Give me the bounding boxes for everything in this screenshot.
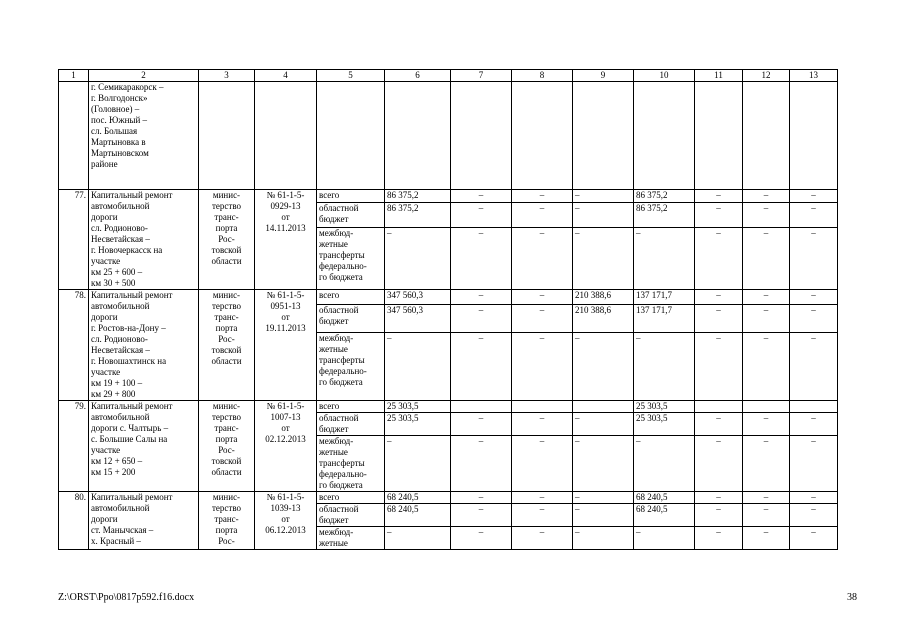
- table-row: [59, 492, 838, 504]
- cell-value: –: [451, 203, 512, 228]
- cell-value: –: [790, 332, 838, 400]
- cell-value: 68 240,5: [385, 504, 451, 527]
- cell-value: –: [743, 190, 790, 203]
- cell-organization: минис- терство транс- порта Рос- товской области: [199, 190, 255, 290]
- cell-value: [573, 401, 634, 413]
- cell-value: –: [695, 203, 743, 228]
- cell-value: –: [695, 492, 743, 504]
- cell-organization: минис- терство транс- порта Рос-: [199, 492, 255, 550]
- cell-value: –: [790, 504, 838, 527]
- cell-organization: минис- терство транс- порта Рос- товской области: [199, 401, 255, 492]
- cell-value: [512, 401, 573, 413]
- cell-value: –: [695, 504, 743, 527]
- cell-value: –: [512, 203, 573, 228]
- cell-value: –: [634, 436, 695, 492]
- cell-funding-source: межбюд- жетные: [317, 527, 385, 550]
- cell-value: –: [573, 527, 634, 550]
- cell-value: –: [790, 203, 838, 228]
- cell-no: 80.: [59, 492, 89, 550]
- cell-object-name: Капитальный ремонт автомобильной дороги сл. Родионово- Несветайская – г. Новочеркасск на участке км 25 + 600 – км 30 + 500: [89, 190, 199, 290]
- cell-value: –: [695, 228, 743, 290]
- cell-value: –: [512, 492, 573, 504]
- cell-value: 25 303,5: [385, 413, 451, 436]
- cell-document: № 61-1-5- 0929-13 от 14.11.2013: [255, 190, 317, 290]
- table-row: [59, 190, 838, 203]
- cell-value: –: [512, 290, 573, 305]
- cell-no: 78.: [59, 290, 89, 401]
- cell-value: –: [743, 290, 790, 305]
- cell-value: [451, 401, 512, 413]
- cell-value: –: [790, 304, 838, 332]
- cell-funding-source: межбюд- жетные трансферты федерально- го бюджета: [317, 228, 385, 290]
- cell-value: –: [385, 436, 451, 492]
- cell-value: –: [634, 527, 695, 550]
- cell-value: –: [512, 436, 573, 492]
- table-row: [59, 290, 838, 305]
- cell-value: –: [451, 504, 512, 527]
- cell-value: –: [790, 413, 838, 436]
- cell-value: –: [512, 332, 573, 400]
- cell-value: 25 303,5: [634, 401, 695, 413]
- cell-value: –: [573, 492, 634, 504]
- cell-value: –: [573, 413, 634, 436]
- cell-value: 25 303,5: [385, 401, 451, 413]
- cell-value: –: [385, 332, 451, 400]
- cell-value: 25 303,5: [634, 413, 695, 436]
- header-cell: 11: [695, 70, 743, 82]
- cell-funding-source: областной бюджет: [317, 304, 385, 332]
- cell-value: –: [385, 527, 451, 550]
- cell-value: –: [573, 436, 634, 492]
- cell-object-name: Капитальный ремонт автомобильной дороги г. Ростов-на-Дону – сл. Родионово- Несветайская – г. Новошахтинск на участке км 19 + 100 – км 29 + 800: [89, 290, 199, 401]
- cell-value: –: [512, 413, 573, 436]
- table-row-continued: [59, 82, 838, 190]
- cell-value: –: [695, 304, 743, 332]
- cell-value: 68 240,5: [634, 492, 695, 504]
- header-cell: 6: [385, 70, 451, 82]
- cell-document: № 61-1-5- 1007-13 от 02.12.2013: [255, 401, 317, 492]
- header-cell: 5: [317, 70, 385, 82]
- cell-value: –: [451, 228, 512, 290]
- cell-value: –: [790, 436, 838, 492]
- header-cell: 9: [573, 70, 634, 82]
- cell-value: –: [451, 413, 512, 436]
- cell-value: –: [695, 332, 743, 400]
- table-row: [59, 401, 838, 413]
- cell-organization: минис- терство транс- порта Рос- товской области: [199, 290, 255, 401]
- cell-value: –: [790, 527, 838, 550]
- cell-value: 86 375,2: [385, 203, 451, 228]
- cell-value: –: [512, 228, 573, 290]
- cell-value: –: [385, 228, 451, 290]
- cell-value: –: [743, 332, 790, 400]
- cell-no: 79.: [59, 401, 89, 492]
- cell-value: –: [790, 190, 838, 203]
- cell-document: № 61-1-5- 0951-13 от 19.11.2013: [255, 290, 317, 401]
- cell-value: [695, 401, 743, 413]
- header-cell: 10: [634, 70, 695, 82]
- cell-funding-source: областной бюджет: [317, 203, 385, 228]
- cell-object-name: Капитальный ремонт автомобильной дороги с. Чалтырь – с. Большие Салы на участке км 12 + 650 – км 15 + 200: [89, 401, 199, 492]
- cell-value: 347 560,3: [385, 290, 451, 305]
- cell-value: –: [695, 190, 743, 203]
- cell-value: –: [573, 203, 634, 228]
- header-row: [59, 70, 838, 82]
- header-cell: 2: [89, 70, 199, 82]
- cell-funding-source: межбюд- жетные трансферты федерально- го бюджета: [317, 332, 385, 400]
- cell-value: –: [743, 304, 790, 332]
- header-cell: 13: [790, 70, 838, 82]
- header-cell: 8: [512, 70, 573, 82]
- cell-value: 347 560,3: [385, 304, 451, 332]
- cell-value: –: [634, 228, 695, 290]
- footer-file-path: Z:\ORST\Ppo\0817p592.f16.docx: [58, 592, 195, 603]
- cell-value: –: [573, 190, 634, 203]
- cell-value: 86 375,2: [634, 190, 695, 203]
- cell-value: 68 240,5: [385, 492, 451, 504]
- cell-value: –: [790, 228, 838, 290]
- cell-funding-source: всего: [317, 401, 385, 413]
- page-number: 38: [847, 592, 857, 603]
- cell-value: [790, 401, 838, 413]
- cell-value: –: [695, 290, 743, 305]
- cell-value: –: [743, 413, 790, 436]
- cell-value: –: [695, 527, 743, 550]
- budget-table: [58, 69, 838, 550]
- cell-value: 86 375,2: [385, 190, 451, 203]
- cell-value: –: [695, 413, 743, 436]
- cell-value: –: [573, 228, 634, 290]
- cell-value: –: [512, 504, 573, 527]
- cell-document: № 61-1-5- 1039-13 от 06.12.2013: [255, 492, 317, 550]
- cell-value: –: [743, 203, 790, 228]
- cell-value: –: [790, 492, 838, 504]
- cell-value: –: [512, 304, 573, 332]
- cell-funding-source: всего: [317, 290, 385, 305]
- cell-object-name: Капитальный ремонт автомобильной дороги ст. Манычская – х. Красный –: [89, 492, 199, 550]
- cell-value: 86 375,2: [634, 203, 695, 228]
- cell-value: –: [634, 332, 695, 400]
- cell-object-name: г. Семикаракорск – г. Волгодонск» (Головное) – пос. Южный – сл. Большая Мартыновка в Мартыновском районе: [89, 82, 199, 190]
- cell-value: –: [451, 190, 512, 203]
- cell-value: –: [451, 492, 512, 504]
- cell-value: 137 171,7: [634, 290, 695, 305]
- cell-value: –: [743, 228, 790, 290]
- cell-value: 210 388,6: [573, 304, 634, 332]
- cell-value: –: [573, 504, 634, 527]
- cell-value: –: [790, 290, 838, 305]
- cell-funding-source: всего: [317, 492, 385, 504]
- cell-funding-source: всего: [317, 190, 385, 203]
- cell-value: –: [512, 527, 573, 550]
- cell-value: –: [451, 436, 512, 492]
- header-cell: 4: [255, 70, 317, 82]
- cell-value: [743, 401, 790, 413]
- cell-value: 210 388,6: [573, 290, 634, 305]
- cell-value: –: [451, 304, 512, 332]
- cell-value: –: [573, 332, 634, 400]
- cell-value: 137 171,7: [634, 304, 695, 332]
- cell-no: 77.: [59, 190, 89, 290]
- cell-value: –: [512, 190, 573, 203]
- header-cell: 12: [743, 70, 790, 82]
- header-cell: 7: [451, 70, 512, 82]
- header-cell: 3: [199, 70, 255, 82]
- cell-funding-source: областной бюджет: [317, 504, 385, 527]
- cell-value: 68 240,5: [634, 504, 695, 527]
- cell-value: –: [743, 504, 790, 527]
- cell-value: –: [743, 436, 790, 492]
- cell-funding-source: областной бюджет: [317, 413, 385, 436]
- cell-value: –: [743, 527, 790, 550]
- cell-value: –: [451, 332, 512, 400]
- header-cell: 1: [59, 70, 89, 82]
- cell-value: –: [451, 290, 512, 305]
- cell-funding-source: межбюд- жетные трансферты федерально- го бюджета: [317, 436, 385, 492]
- cell-value: –: [695, 436, 743, 492]
- cell-value: –: [451, 527, 512, 550]
- cell-no: [59, 82, 89, 190]
- cell-value: –: [743, 492, 790, 504]
